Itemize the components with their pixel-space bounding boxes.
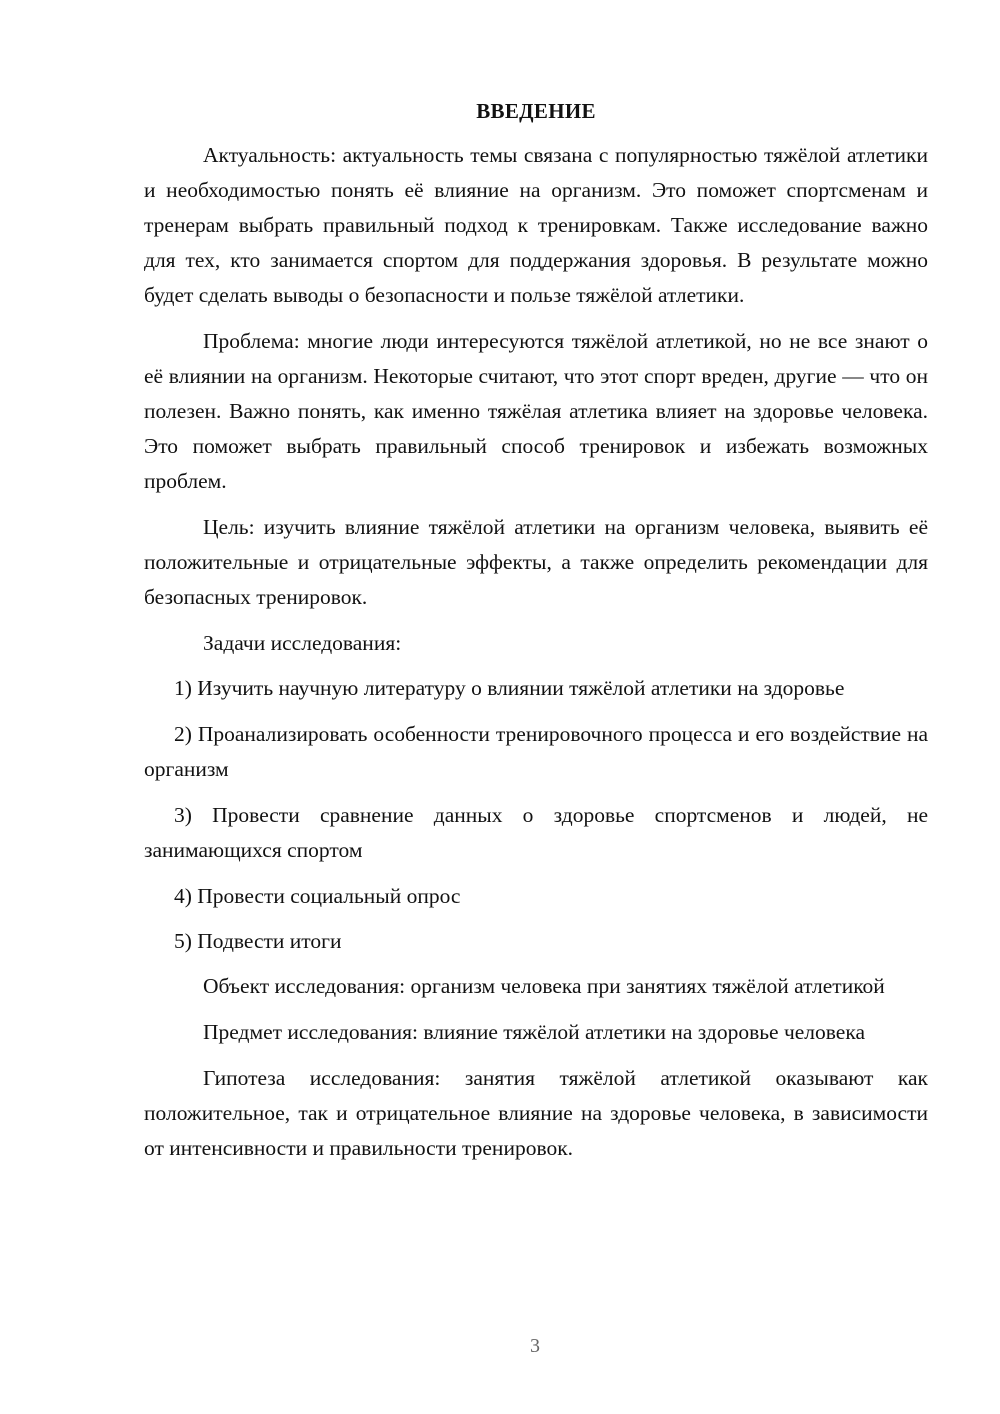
task-item-3: 3) Провести сравнение данных о здоровье спортсменов и людей, не занимающихся спортом [144, 803, 928, 862]
paragraph-tasks-heading: Задачи исследования: [203, 631, 402, 655]
task-item-2: 2) Проанализировать особенности тренировочного процесса и его воздействие на организм [144, 722, 928, 781]
task-item-1: 1) Изучить научную литературу о влиянии тяжёлой атлетики на здоровье [174, 676, 845, 700]
task-item-5: 5) Подвести итоги [174, 929, 342, 953]
page-content [144, 96, 928, 1177]
task-item-4: 4) Провести социальный опрос [174, 884, 461, 908]
paragraph-relevance: Актуальность: актуальность темы связана с популярностью тяжёлой атлетики и необходимостью понять её влияние на организм. Это поможет спортсменам и тренерам выбрать правильный подход к тренировкам. Также исследование важно для тех, кто занимается спортом для поддержания здоровья. В результате можно будет сделать выводы о безопасности и пользе тяжёлой атлетики. [144, 143, 928, 307]
page-number: 3 [530, 1335, 540, 1357]
paragraph-subject: Предмет исследования: влияние тяжёлой атлетики на здоровье человека [203, 1020, 866, 1044]
paragraph-object: Объект исследования: организм человека при занятиях тяжёлой атлетикой [203, 974, 885, 998]
paragraph-problem: Проблема: многие люди интересуются тяжёлой атлетикой, но не все знают о её влиянии на организм. Некоторые считают, что этот спорт вреден, другие — что он полезен. Важно понять, как именно тяжёлая атлетика влияет на здоровье человека. Это поможет выбрать правильный способ тренировок и избежать возможных проблем. [144, 329, 928, 493]
paragraph-hypothesis: Гипотеза исследования: занятия тяжёлой атлетикой оказывают как положительное, так и отрицательное влияние на здоровье человека, в зависимости от интенсивности и правильности тренировок. [144, 1066, 928, 1160]
paragraph-goal: Цель: изучить влияние тяжёлой атлетики на организм человека, выявить её положительные и отрицательные эффекты, а также определить рекомендации для безопасных тренировок. [144, 515, 928, 609]
section-title: ВВЕДЕНИЕ [476, 99, 596, 123]
